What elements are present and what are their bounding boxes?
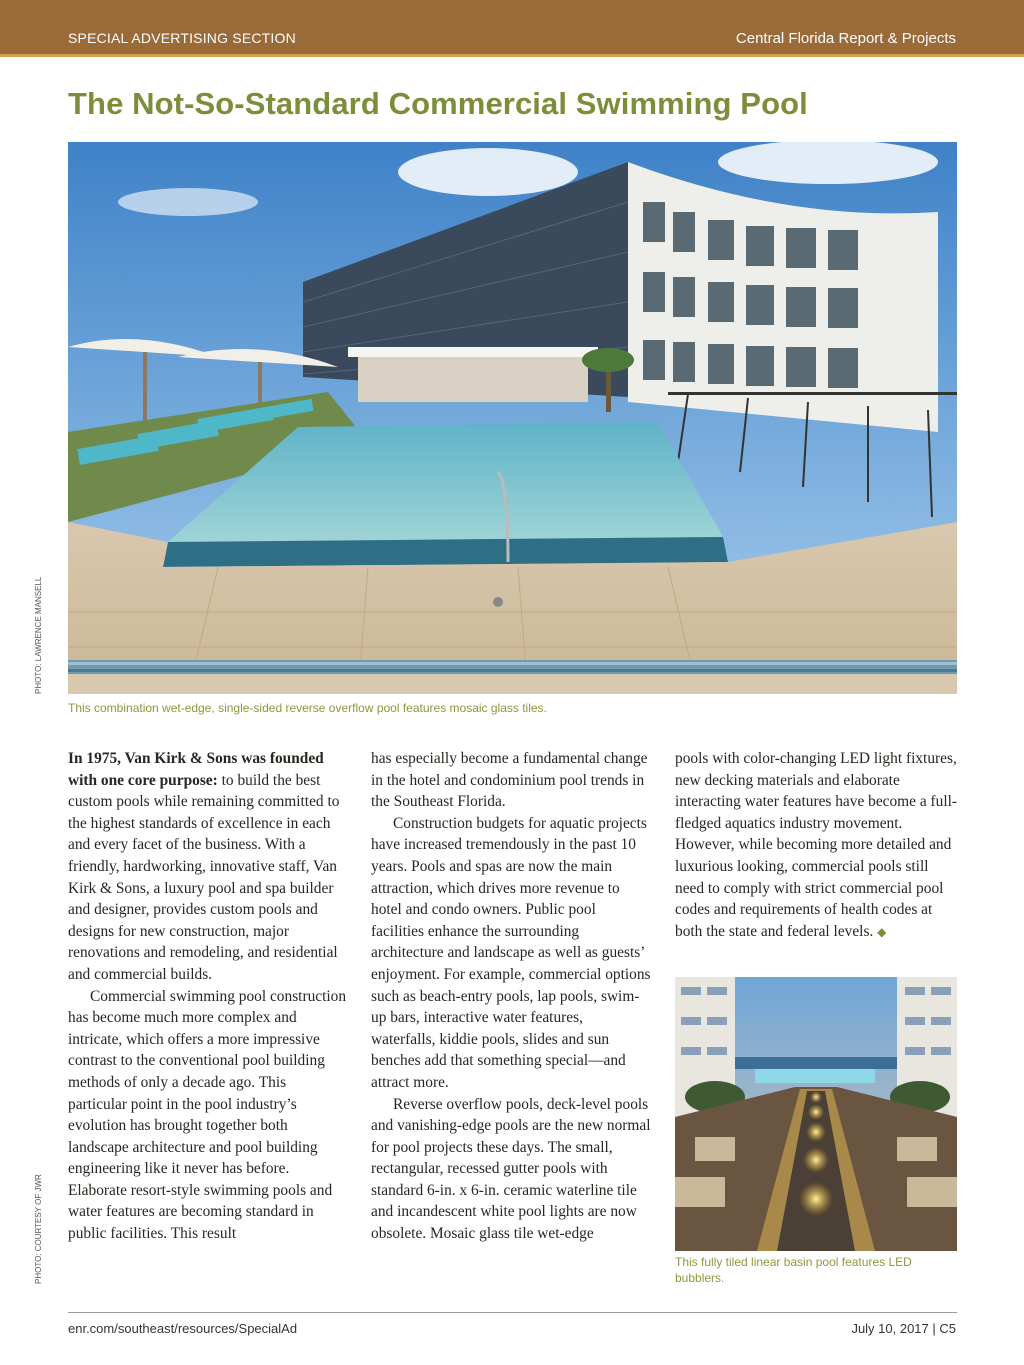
main-photo-credit: PHOTO: LAWRENCE MANSELL [34,576,43,694]
paragraph-3: has especially become a fundamental change in the hotel and condominium pool trends in the Southeast Florida. [371,750,648,811]
main-photo-caption: This combination wet-edge, single-sided reverse overflow pool features mosaic glass tiles. [68,701,547,715]
paragraph-4: Construction budgets for aquatic projects have increased tremendously in the past 10 years. Pools and spas are now the main attraction, which drives more revenue to hotel and condo owners. Public pool facilities enhance the surrounding architecture and landscape as well as guests’ enjoyment. For example, commercial options such as beach-entry pools, lap pools, swim-up bars, interactive water features, waterfalls, kiddie pools, slides and sun benches add that something special—and attract more. [371,814,651,1091]
article-column-3 [675,748,960,943]
header-accent-line [0,54,1024,57]
article-column-2 [371,748,651,1245]
linear-basin-photo [675,977,957,1251]
end-mark-icon: ◆ [877,924,887,939]
lead-text: In 1975, Van Kirk & Sons was founded with one core purpose: [68,750,324,789]
paragraph-5: Reverse overflow pools, deck-level pools and vanishing-edge pools are the new normal for pool projects these days. The small, rectangular, recessed gutter pools with standard 6-in. x 6-in. ceramic waterline tile and incandescent white pool lights are now obsolete. Mosaic glass tile wet-edge [371,1095,651,1243]
section-label: SPECIAL ADVERTISING SECTION [68,30,296,46]
article-column-1 [68,748,348,1245]
footer-date-page: July 10, 2017 | C5 [851,1321,956,1336]
lead-paragraph [68,748,348,986]
article-title: The Not-So-Standard Commercial Swimming Pool [68,86,808,121]
paragraph-2: Commercial swimming pool construction has become much more complex and intricate, which offers a more impressive contrast to the conventional pool building methods of only a decade ago. This particular point in the pool industry’s evolution has brought together both landscape architecture and pool building engineering like it never has before. Elaborate resort-style swimming pools and water features are becoming standard in public facilities. This result [68,987,347,1243]
footer-divider [68,1312,957,1313]
main-pool-photo [68,142,957,694]
paragraph-1: to build the best custom pools while remaining committed to the highest standards of excellence in each and every facet of the business. With a friendly, hardworking, innovative staff, Van Kirk & Sons, a luxury pool and spa builder and designer, provides custom pools and designs for new construction, major renovations and remodeling, and residential and commercial builds. [68,771,340,983]
small-photo-caption: This fully tiled linear basin pool features LED bubblers. [675,1255,912,1285]
publication-label: Central Florida Report & Projects [735,30,956,47]
footer-url: enr.com/southeast/resources/SpecialAd [68,1321,298,1336]
paragraph-6: pools with color-changing LED light fixtures, new decking materials and elaborate interacting water features have become a full-fledged aquatics industry movement. However, while becoming more detailed and luxurious looking, commercial pools still need to comply with strict commercial pool codes and requirements of health codes at both the state and federal levels. [675,750,958,940]
closing-paragraph [675,748,960,943]
small-photo-credit: PHOTO: COURTESY OF JWR [34,1174,43,1284]
